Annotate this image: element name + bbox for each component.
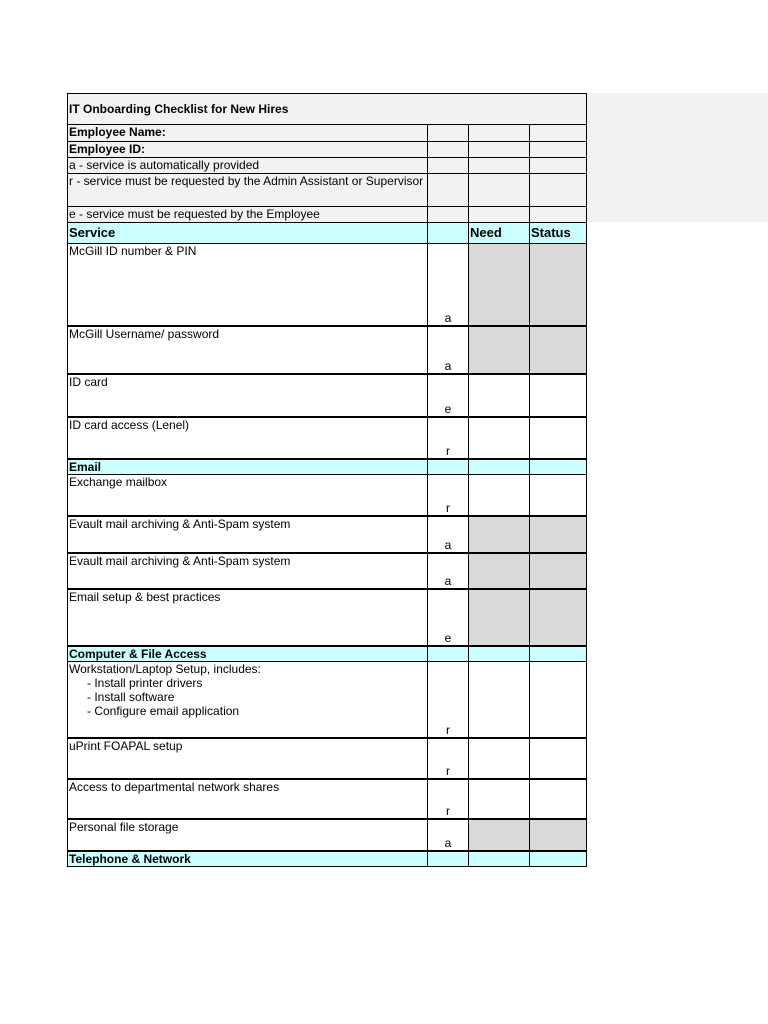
checklist-row <box>68 417 587 459</box>
request-code: a <box>428 516 469 553</box>
employee-name-cell[interactable] <box>530 125 587 142</box>
status-cell[interactable] <box>530 417 587 459</box>
section-title-computer: Computer & File Access <box>68 646 428 662</box>
cell <box>469 459 530 475</box>
need-cell[interactable] <box>469 553 530 589</box>
employee-id-cell[interactable] <box>428 142 469 158</box>
request-code: e <box>428 589 469 646</box>
cell <box>530 851 587 867</box>
request-code: r <box>428 779 469 819</box>
status-cell[interactable] <box>530 326 587 374</box>
request-code: r <box>428 738 469 779</box>
title-row <box>68 94 587 125</box>
checklist-row <box>68 516 587 553</box>
request-code: a <box>428 244 469 326</box>
section-title-email: Email <box>68 459 428 475</box>
service-detail: - Install software <box>87 690 175 704</box>
request-code: r <box>428 662 469 738</box>
legend-row <box>68 158 587 174</box>
onboarding-checklist-table <box>67 93 587 867</box>
section-header-row <box>68 851 587 867</box>
employee-name-row <box>68 125 587 142</box>
page-title: IT Onboarding Checklist for New Hires <box>68 94 587 125</box>
service-name: ID card <box>68 374 428 417</box>
request-code: r <box>428 417 469 459</box>
cell <box>530 207 587 223</box>
checklist-row <box>68 662 587 738</box>
service-name: ID card access (Lenel) <box>68 417 428 459</box>
need-column-header: Need <box>469 223 530 244</box>
status-cell[interactable] <box>530 553 587 589</box>
checklist-row <box>68 244 587 326</box>
need-cell[interactable] <box>469 244 530 326</box>
service-name: Access to departmental network shares <box>68 779 428 819</box>
legend-row <box>68 174 587 207</box>
cell <box>530 646 587 662</box>
employee-name-cell[interactable] <box>428 125 469 142</box>
employee-name-cell[interactable] <box>469 125 530 142</box>
status-cell[interactable] <box>530 475 587 516</box>
request-code: a <box>428 553 469 589</box>
checklist-row <box>68 819 587 851</box>
service-name: McGill ID number & PIN <box>68 244 428 326</box>
status-cell[interactable] <box>530 374 587 417</box>
need-cell[interactable] <box>469 516 530 553</box>
status-cell[interactable] <box>530 819 587 851</box>
legend-e: e - service must be requested by the Employee <box>68 207 428 223</box>
service-name: Email setup & best practices <box>68 589 428 646</box>
checklist-row <box>68 374 587 417</box>
need-cell[interactable] <box>469 738 530 779</box>
status-cell[interactable] <box>530 738 587 779</box>
status-cell[interactable] <box>530 516 587 553</box>
section-title-telephone: Telephone & Network <box>68 851 428 867</box>
cell <box>469 158 530 174</box>
status-cell[interactable] <box>530 779 587 819</box>
checklist-row <box>68 553 587 589</box>
cell <box>428 646 469 662</box>
code-column-header <box>428 223 469 244</box>
service-name: Exchange mailbox <box>68 475 428 516</box>
need-cell[interactable] <box>469 417 530 459</box>
need-cell[interactable] <box>469 779 530 819</box>
legend-a: a - service is automatically provided <box>68 158 428 174</box>
sheet-background-gray <box>586 93 768 222</box>
cell <box>530 459 587 475</box>
cell <box>428 158 469 174</box>
request-code: e <box>428 374 469 417</box>
cell <box>469 207 530 223</box>
service-name: Evault mail archiving & Anti-Spam system <box>68 516 428 553</box>
section-header-row <box>68 459 587 475</box>
need-cell[interactable] <box>469 475 530 516</box>
service-detail: - Install printer drivers <box>87 676 203 690</box>
column-header-row <box>68 223 587 244</box>
status-cell[interactable] <box>530 244 587 326</box>
cell <box>469 174 530 207</box>
service-name: Workstation/Laptop Setup, includes: <box>69 662 261 676</box>
service-detail: - Configure email application <box>87 704 240 718</box>
checklist-row <box>68 326 587 374</box>
checklist-row <box>68 475 587 516</box>
service-name: Personal file storage <box>68 819 428 851</box>
cell <box>428 207 469 223</box>
cell <box>469 646 530 662</box>
service-column-header: Service <box>68 223 428 244</box>
need-cell[interactable] <box>469 819 530 851</box>
need-cell[interactable] <box>469 662 530 738</box>
status-cell[interactable] <box>530 662 587 738</box>
need-cell[interactable] <box>469 589 530 646</box>
employee-id-cell[interactable] <box>469 142 530 158</box>
employee-id-row <box>68 142 587 158</box>
request-code: r <box>428 475 469 516</box>
cell <box>428 851 469 867</box>
section-header-row <box>68 646 587 662</box>
need-cell[interactable] <box>469 326 530 374</box>
request-code: a <box>428 326 469 374</box>
cell <box>428 174 469 207</box>
service-name: Evault mail archiving & Anti-Spam system <box>68 553 428 589</box>
checklist-row <box>68 738 587 779</box>
cell <box>530 158 587 174</box>
legend-row <box>68 207 587 223</box>
service-name-with-details <box>68 662 428 738</box>
status-cell[interactable] <box>530 589 587 646</box>
service-name: uPrint FOAPAL setup <box>68 738 428 779</box>
employee-name-label: Employee Name: <box>68 125 428 142</box>
legend-r: r - service must be requested by the Admin Assistant or Supervisor <box>68 174 428 207</box>
cell <box>530 174 587 207</box>
service-name: McGill Username/ password <box>68 326 428 374</box>
employee-id-label: Employee ID: <box>68 142 428 158</box>
checklist-row <box>68 589 587 646</box>
request-code: a <box>428 819 469 851</box>
status-column-header: Status <box>530 223 587 244</box>
employee-id-cell[interactable] <box>530 142 587 158</box>
need-cell[interactable] <box>469 374 530 417</box>
cell <box>469 851 530 867</box>
checklist-row <box>68 779 587 819</box>
cell <box>428 459 469 475</box>
